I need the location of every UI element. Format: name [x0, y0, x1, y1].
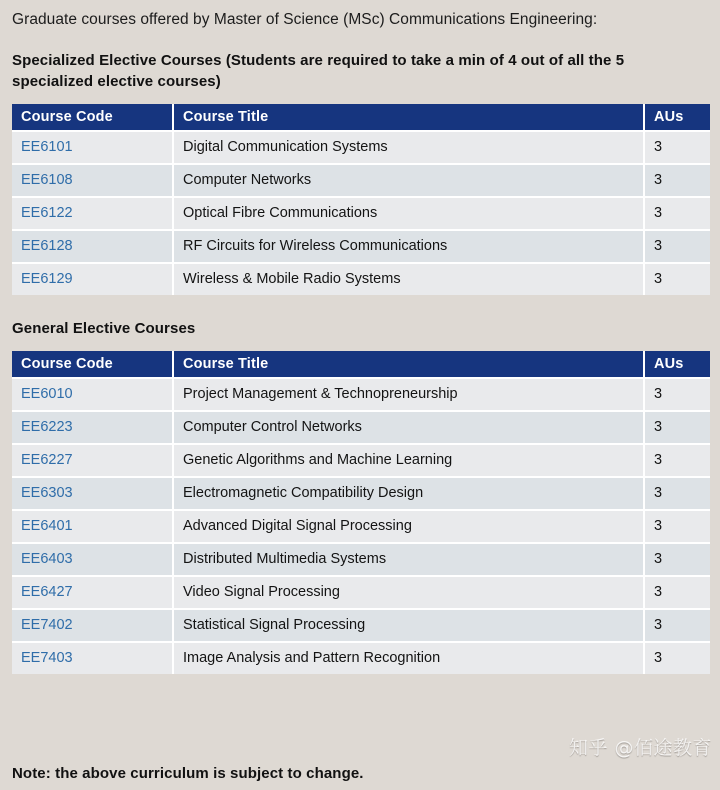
column-header-course-title: Course Title [173, 351, 644, 378]
table-row [12, 131, 710, 164]
table-row [12, 510, 710, 543]
course-code-link[interactable]: EE7403 [12, 642, 173, 674]
table-row [12, 378, 710, 411]
course-title: Video Signal Processing [173, 576, 644, 609]
table-row [12, 642, 710, 674]
table-row [12, 230, 710, 263]
intro-paragraph: Graduate courses offered by Master of Science (MSc) Communications Engineering: [12, 11, 598, 28]
course-aus: 3 [644, 378, 710, 411]
specialized-elective-courses-table [12, 104, 710, 295]
course-aus: 3 [644, 164, 710, 197]
course-code-link[interactable]: EE6122 [12, 197, 173, 230]
curriculum-note: Note: the above curriculum is subject to change. [12, 765, 364, 782]
course-title: Digital Communication Systems [173, 131, 644, 164]
section-heading-general: General Elective Courses [12, 320, 196, 337]
table-row [12, 609, 710, 642]
course-title: Statistical Signal Processing [173, 609, 644, 642]
course-aus: 3 [644, 576, 710, 609]
column-header-aus: AUs [644, 104, 710, 131]
course-aus: 3 [644, 444, 710, 477]
table-row [12, 263, 710, 295]
table-header-row [12, 351, 710, 378]
table-header-row [12, 104, 710, 131]
course-title: Optical Fibre Communications [173, 197, 644, 230]
course-code-link[interactable]: EE6303 [12, 477, 173, 510]
course-title: RF Circuits for Wireless Communications [173, 230, 644, 263]
course-aus: 3 [644, 543, 710, 576]
column-header-aus: AUs [644, 351, 710, 378]
table-row [12, 197, 710, 230]
general-elective-courses-table [12, 351, 710, 674]
course-title: Genetic Algorithms and Machine Learning [173, 444, 644, 477]
table-row [12, 444, 710, 477]
table-row [12, 576, 710, 609]
course-code-link[interactable]: EE6108 [12, 164, 173, 197]
course-code-link[interactable]: EE6101 [12, 131, 173, 164]
course-aus: 3 [644, 263, 710, 295]
course-aus: 3 [644, 197, 710, 230]
course-code-link[interactable]: EE6223 [12, 411, 173, 444]
table-row [12, 411, 710, 444]
course-title: Computer Networks [173, 164, 644, 197]
course-title: Computer Control Networks [173, 411, 644, 444]
column-header-course-code: Course Code [12, 351, 173, 378]
course-code-link[interactable]: EE6227 [12, 444, 173, 477]
course-code-link[interactable]: EE6129 [12, 263, 173, 295]
course-code-link[interactable]: EE7402 [12, 609, 173, 642]
course-aus: 3 [644, 510, 710, 543]
table-row [12, 477, 710, 510]
course-code-link[interactable]: EE6401 [12, 510, 173, 543]
course-code-link[interactable]: EE6128 [12, 230, 173, 263]
course-title: Wireless & Mobile Radio Systems [173, 263, 644, 295]
table-row [12, 543, 710, 576]
course-code-link[interactable]: EE6427 [12, 576, 173, 609]
zhihu-watermark: 知乎 @佰途教育 [568, 737, 712, 759]
course-title: Advanced Digital Signal Processing [173, 510, 644, 543]
course-aus: 3 [644, 411, 710, 444]
course-title: Electromagnetic Compatibility Design [173, 477, 644, 510]
course-code-link[interactable]: EE6010 [12, 378, 173, 411]
course-aus: 3 [644, 131, 710, 164]
course-aus: 3 [644, 230, 710, 263]
table-row [12, 164, 710, 197]
course-code-link[interactable]: EE6403 [12, 543, 173, 576]
section-heading-specialized: Specialized Elective Courses (Students are required to take a min of 4 out of all the 5 specialized elective courses) [12, 52, 625, 90]
course-title: Image Analysis and Pattern Recognition [173, 642, 644, 674]
column-header-course-title: Course Title [173, 104, 644, 131]
course-title: Project Management & Technopreneurship [173, 378, 644, 411]
column-header-course-code: Course Code [12, 104, 173, 131]
course-title: Distributed Multimedia Systems [173, 543, 644, 576]
course-aus: 3 [644, 477, 710, 510]
course-aus: 3 [644, 642, 710, 674]
course-aus: 3 [644, 609, 710, 642]
